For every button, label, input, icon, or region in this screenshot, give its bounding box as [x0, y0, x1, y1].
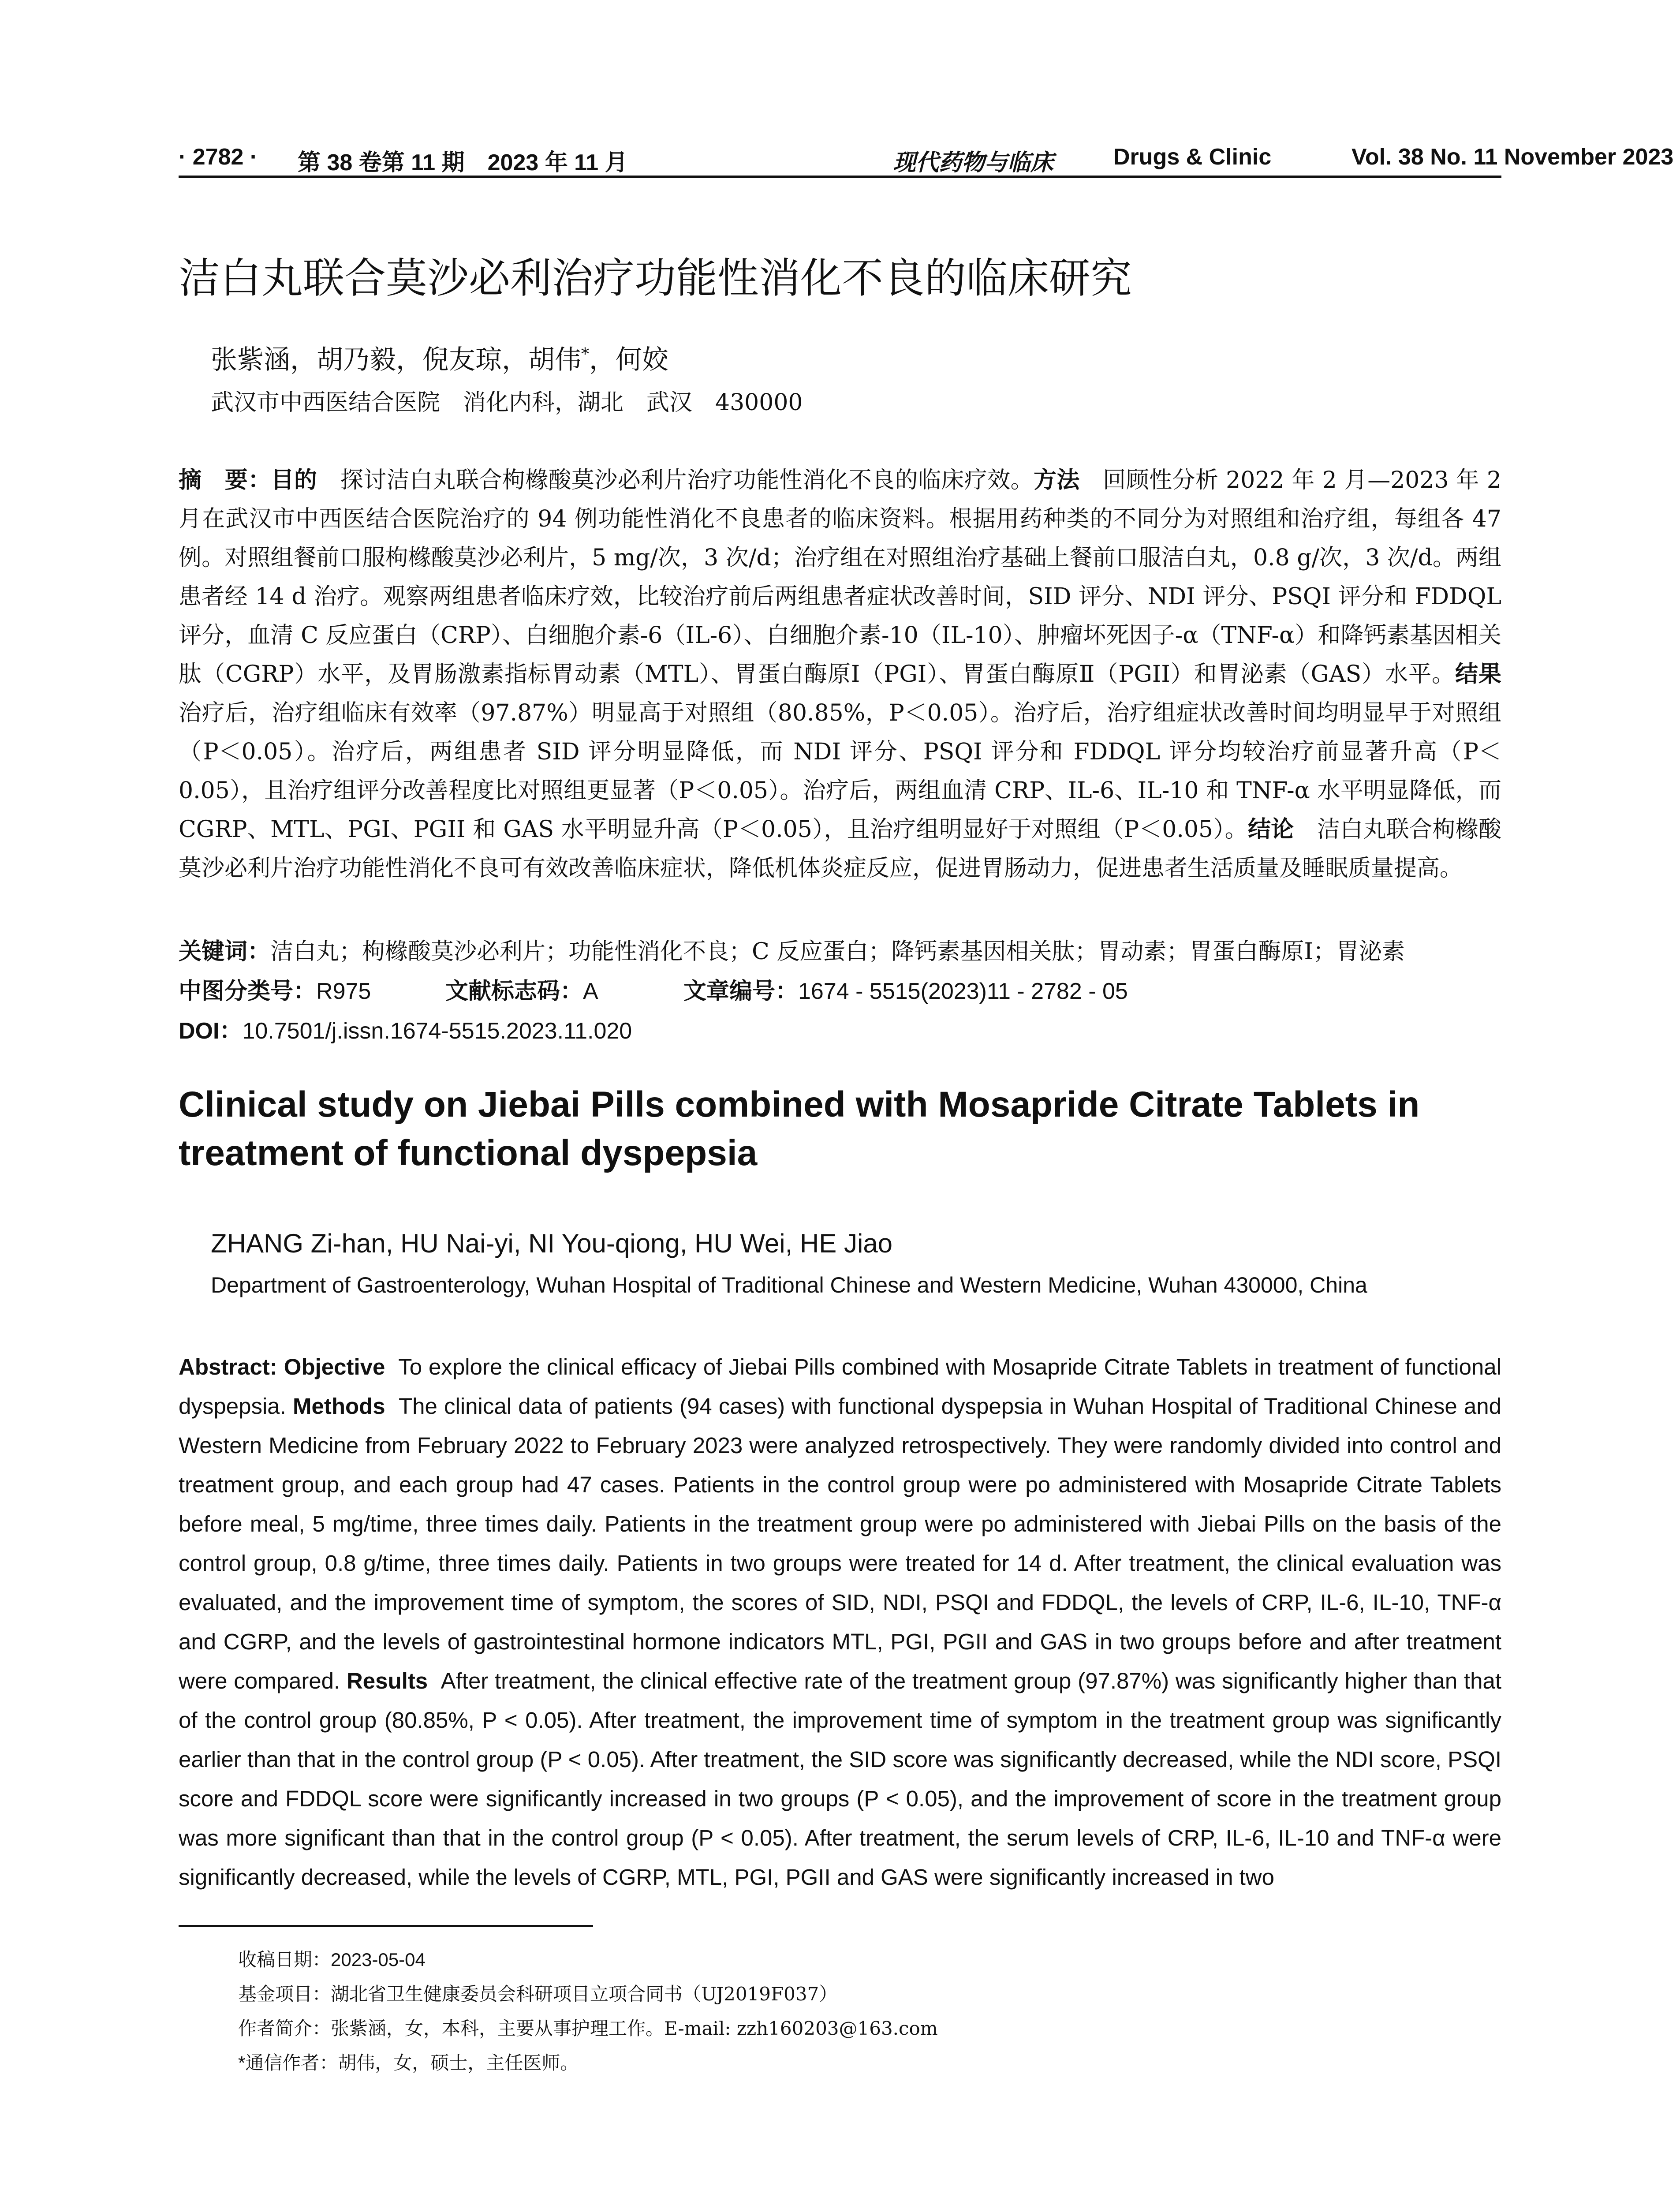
footnote-corresponding: *通信作者：胡伟，女，硕士，主任医师。	[238, 2052, 579, 2074]
methods-label-en: Methods	[292, 1394, 385, 1419]
objective-label-en: Objective	[284, 1354, 385, 1379]
footnote-rule	[179, 1925, 593, 1927]
journal-name-cn: 现代药物与临床	[893, 149, 1054, 176]
doi-label: DOI：	[179, 1018, 243, 1044]
page-number: · 2782 ·	[179, 144, 258, 170]
author-list-cn	[211, 339, 668, 377]
conclusion-label-cn: 结论	[1247, 817, 1294, 842]
article-title-cn: 洁白丸联合莫沙必利治疗功能性消化不良的临床研究	[179, 254, 1132, 303]
authors-part-a: 张紫涵，胡乃毅，倪友琼，胡伟	[211, 344, 581, 375]
objective-label-cn: 目的	[271, 467, 317, 493]
classification-row	[179, 972, 1128, 1005]
methods-text-en: The clinical data of patients (94 cases) with functional dyspepsia in Wuhan Hospital of Traditional Chinese and Western Medicine from February 2022 to February 2023 were analyzed retrospectively. They were randomly divided into control and treatment group, and each group had 47 cases. Patients in the control group were po administered with Mosapride Citrate Tablets before meal, 5 mg/time, three times daily. Patients in the treatment group were po administered with Jiebai Pills on the basis of the control group, 0.8 g/time, three times daily. Patients in two groups were treated for 14 d. After treatment, the clinical evaluation was evaluated, and the improvement time of symptom, the scores of SID, NDI, PSQI and FDDQL, the levels of CRP, IL-6, IL-10, TNF-α and CGRP, and the levels of gastrointestinal hormone indicators MTL, PGI, PGII and GAS in two groups before and after treatment were compared.	[179, 1394, 1501, 1693]
methods-text-cn: 回顾性分析 2022 年 2 月—2023 年 2 月在武汉市中西医结合医院治疗的 94 例功能性消化不良患者的临床资料。根据用药种类的不同分为对照组和治疗组，每组各 47 例。对照组餐前口服枸橼酸莫沙必利片，5 mg/次，3 次/d；治疗组在对照组治疗基础上餐前口服洁白丸，0.8 g/次，3 次/d。两组患者经 14 d 治疗。观察两组患者临床疗效，比较治疗前后两组患者症状改善时间，SID 评分、NDI 评分、PSQI 评分和 FDDQL 评分，血清 C 反应蛋白（CRP）、白细胞介素-6（IL-6）、白细胞介素-10（IL-10）、肿瘤坏死因子-α（TNF-α）和降钙素基因相关肽（CGRP）水平，及胃肠激素指标胃动素（MTL）、胃蛋白酶原Ⅰ（PGI）、胃蛋白酶原Ⅱ（PGII）和胃泌素（GAS）水平。	[179, 467, 1501, 688]
corresponding-mark: *	[581, 345, 589, 363]
abstract-label-en: Abstract:	[179, 1354, 277, 1379]
methods-label-cn: 方法	[1034, 467, 1080, 493]
article-id-label: 文章编号：	[683, 979, 799, 1004]
article-id-value: 1674 - 5515(2023)11 - 2782 - 05	[798, 979, 1128, 1004]
clc-label: 中图分类号：	[179, 979, 317, 1004]
doc-code-value: A	[583, 979, 598, 1004]
abstract-cn	[179, 461, 1501, 888]
results-text-cn: 治疗后，治疗组临床有效率（97.87%）明显高于对照组（80.85%，P＜0.05）。治疗后，治疗组症状改善时间均明显早于对照组（P＜0.05）。治疗后，两组患者 SID 评分明显降低，而 NDI 评分、PSQI 评分和 FDDQL 评分均较治疗前显著升高（P＜0.05），且治疗组评分改善程度比对照组更显著（P＜0.05）。治疗后，两组血清 CRP、IL-6、IL-10 和 TNF-α 水平明显降低，而 CGRP、MTL、PGI、PGII 和 GAS 水平明显升高（P＜0.05），且治疗组明显好于对照组（P＜0.05）。	[179, 700, 1501, 843]
footnote-received: 收稿日期：2023-05-04	[238, 1949, 426, 1970]
doc-code-label: 文献标志码：	[445, 979, 583, 1004]
results-text-en: After treatment, the clinical effective rate of the treatment group (97.87%) was significantly higher than that of the control group (80.85%, P < 0.05). After treatment, the improvement time of symptom in the treatment group was significantly earlier than that in the control group (P < 0.05). After treatment, the SID score was significantly decreased, while the NDI score, PSQI score and FDDQL score were significantly increased in two groups (P < 0.05), and the improvement of score in the treatment group was more significant than that in the control group (P < 0.05). After treatment, the serum levels of CRP, IL-6, IL-10 and TNF-α were significantly decreased, while the levels of CGRP, MTL, PGI, PGII and GAS were significantly increased in two	[179, 1668, 1502, 1890]
author-list-en: ZHANG Zi-han, HU Nai-yi, NI You-qiong, HU Wei, HE Jiao	[211, 1229, 893, 1258]
objective-text-en: To explore the clinical efficacy of Jiebai Pills combined with Mosapride Citrate Tablets in treatment of functional dyspepsia.	[179, 1354, 1501, 1419]
journal-name-en: Drugs & Clinic	[1113, 144, 1272, 170]
abstract-en	[179, 1347, 1501, 1897]
doi-value: 10.7501/j.issn.1674-5515.2023.11.020	[242, 1018, 632, 1044]
issue-cn: 第 38 卷第 11 期 2023 年 11 月	[298, 150, 628, 176]
keywords-label: 关键词：	[179, 939, 271, 964]
keywords-cn	[179, 933, 1405, 966]
running-header	[179, 140, 1674, 178]
footnotes	[238, 1943, 938, 2080]
footnote-author: 作者简介：张紫涵，女，本科，主要从事护理工作。E-mail: zzh160203@163.com	[238, 2018, 938, 2039]
conclusion-text-cn: 洁白丸联合枸橼酸莫沙必利片治疗功能性消化不良可有效改善临床症状，降低机体炎症反应，促进胃肠动力，促进患者生活质量及睡眠质量提高。	[179, 816, 1501, 882]
keywords-text: 洁白丸；枸橼酸莫沙必利片；功能性消化不良；C 反应蛋白；降钙素基因相关肽；胃动素；胃蛋白酶原Ⅰ；胃泌素	[270, 938, 1405, 965]
objective-text-cn: 探讨洁白丸联合枸橼酸莫沙必利片治疗功能性消化不良的临床疗效。	[340, 467, 1034, 493]
results-label-en: Results	[346, 1668, 428, 1693]
abstract-label-cn: 摘 要：	[179, 467, 271, 493]
authors-part-b: ，何姣	[589, 344, 668, 375]
doi-row	[179, 1012, 632, 1045]
affiliation-en: Department of Gastroenterology, Wuhan Hospital of Traditional Chinese and Western Medicine, Wuhan 430000, China	[211, 1273, 1367, 1297]
article-title-en: Clinical study on Jiebai Pills combined with Mosapride Citrate Tablets in treatment of functional dyspepsia	[179, 1084, 1420, 1173]
results-label-cn: 结果	[1455, 662, 1501, 687]
issue-en: Vol. 38 No. 11 November 2023	[1351, 144, 1674, 170]
affiliation-cn: 武汉市中西医结合医院 消化内科，湖北 武汉 430000	[211, 389, 803, 416]
footnote-fund: 基金项目：湖北省卫生健康委员会科研项目立项合同书（UJ2019F037）	[238, 1983, 838, 2005]
clc-value: R975	[316, 979, 371, 1004]
